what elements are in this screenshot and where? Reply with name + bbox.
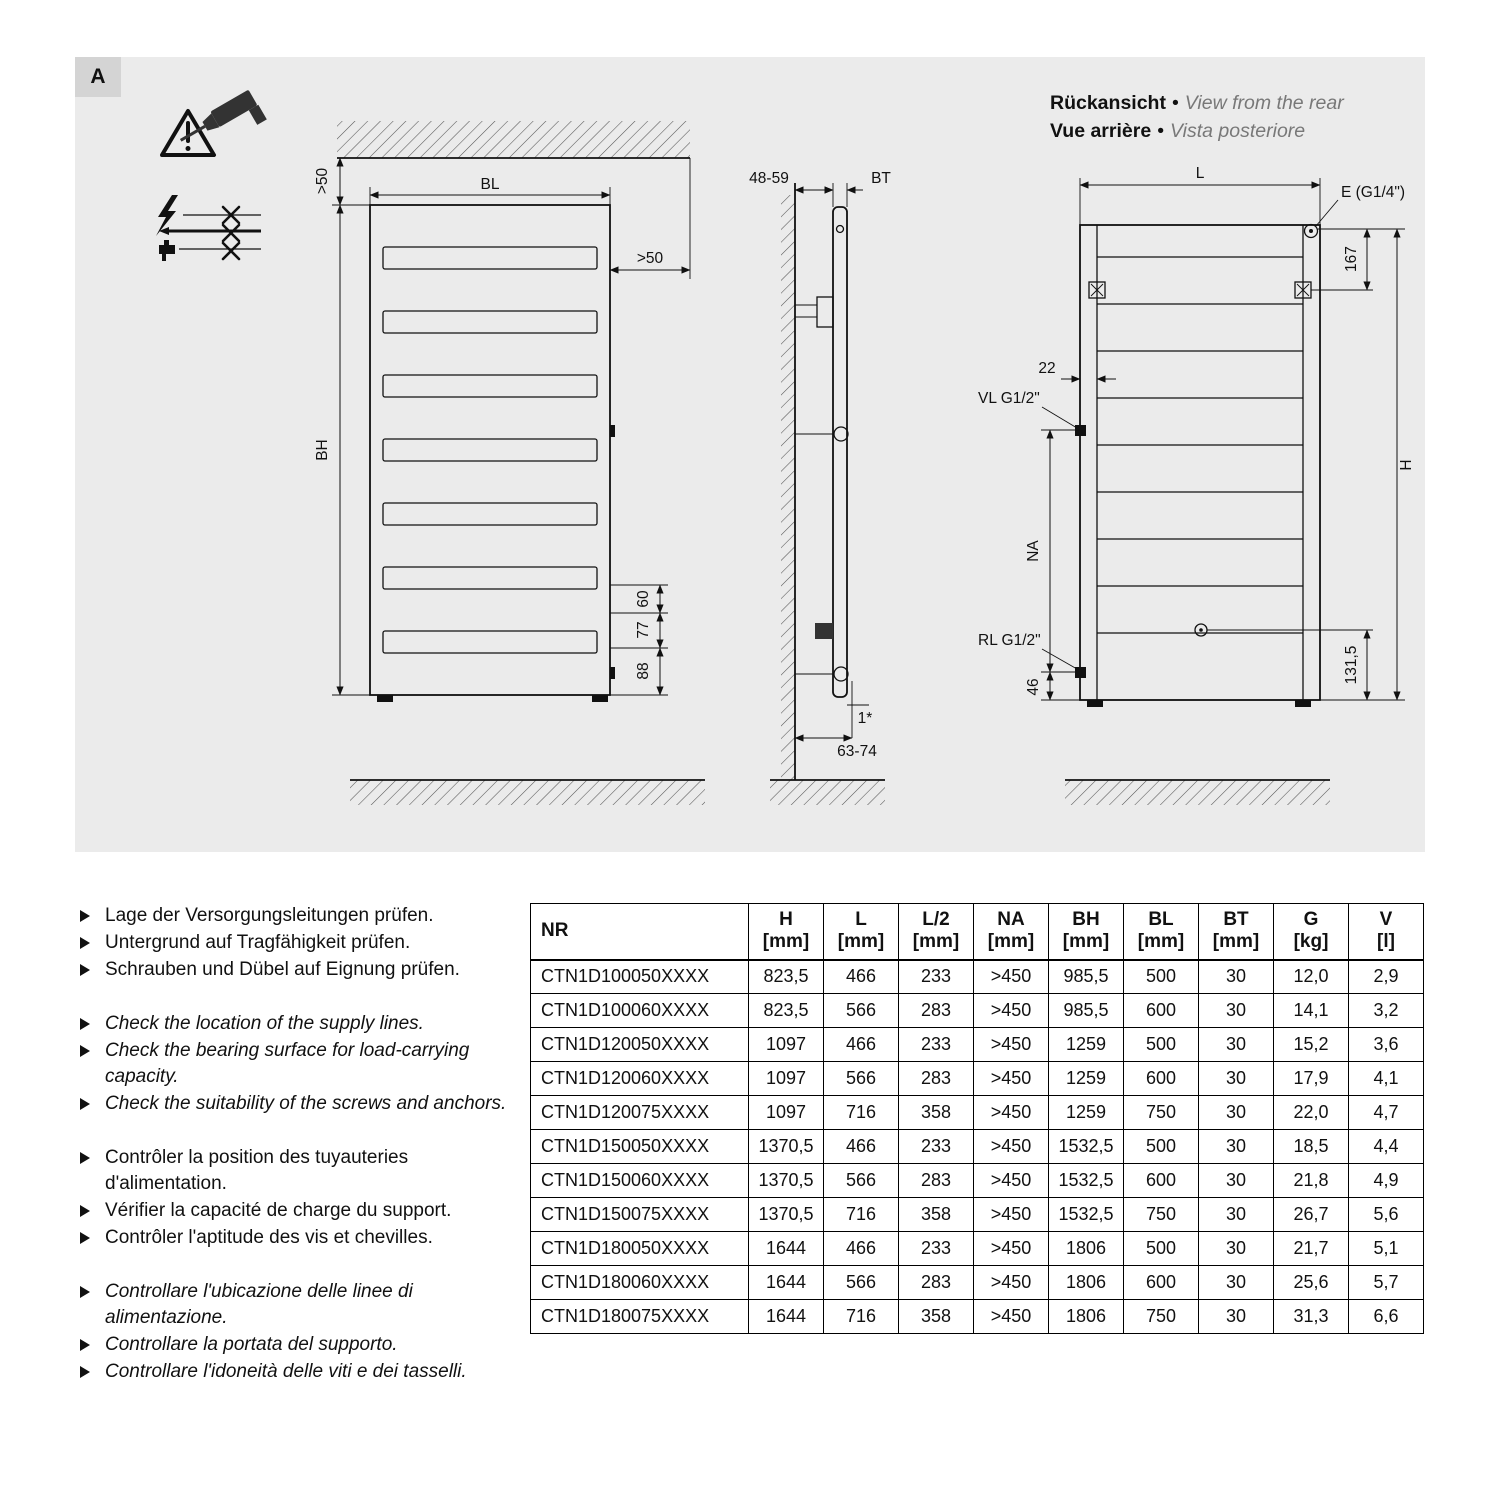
value-cell: 25,6 bbox=[1274, 1266, 1349, 1300]
value-cell: 5,7 bbox=[1349, 1266, 1424, 1300]
value-cell: 2,9 bbox=[1349, 960, 1424, 994]
rear-rungs bbox=[1097, 257, 1303, 633]
note-text: Contrôler l'aptitude des vis et chevilles. bbox=[105, 1227, 433, 1248]
note-item bbox=[78, 1145, 526, 1197]
note-text: Controllare la portata del supporto. bbox=[105, 1334, 398, 1355]
value-cell: 30 bbox=[1199, 1266, 1274, 1300]
note-item bbox=[78, 1332, 526, 1358]
value-cell: 18,5 bbox=[1274, 1130, 1349, 1164]
value-cell: 566 bbox=[824, 994, 899, 1028]
value-cell: 1644 bbox=[749, 1232, 824, 1266]
value-cell: 4,1 bbox=[1349, 1062, 1424, 1096]
value-cell: 12,0 bbox=[1274, 960, 1349, 994]
note-item bbox=[78, 1038, 526, 1090]
value-cell: 566 bbox=[824, 1266, 899, 1300]
value-cell: 823,5 bbox=[749, 994, 824, 1028]
column-header-bt: BT [mm] bbox=[1199, 904, 1274, 960]
column-header-h: H [mm] bbox=[749, 904, 824, 960]
dim-label-167: 167 bbox=[1343, 246, 1360, 272]
value-cell: 358 bbox=[899, 1096, 974, 1130]
value-cell: 1532,5 bbox=[1049, 1130, 1124, 1164]
bullet-triangle-icon bbox=[80, 910, 90, 922]
note-item bbox=[78, 930, 526, 956]
value-cell: 750 bbox=[1124, 1300, 1199, 1334]
column-header-na: NA [mm] bbox=[974, 904, 1049, 960]
bullet-triangle-icon bbox=[80, 937, 90, 949]
value-cell: 600 bbox=[1124, 1062, 1199, 1096]
value-cell: 1259 bbox=[1049, 1062, 1124, 1096]
table-row bbox=[531, 1164, 1424, 1198]
model-number-cell: CTN1D180050XXXX bbox=[531, 1232, 749, 1266]
dim-label-gap-side: >50 bbox=[636, 250, 664, 267]
bullet-triangle-icon bbox=[80, 1018, 90, 1030]
value-cell: 1097 bbox=[749, 1062, 824, 1096]
heading-fr: Vue arrière bbox=[1050, 120, 1152, 142]
value-cell: 233 bbox=[899, 1028, 974, 1062]
label-vl: VL G1/2" bbox=[978, 390, 1040, 407]
value-cell: 31,3 bbox=[1274, 1300, 1349, 1334]
value-cell: 466 bbox=[824, 1028, 899, 1062]
rear-heading-line-2 bbox=[1050, 117, 1344, 145]
bullet-triangle-icon bbox=[80, 1045, 90, 1057]
value-cell: 1806 bbox=[1049, 1300, 1124, 1334]
column-header-bl: BL [mm] bbox=[1124, 904, 1199, 960]
value-cell: 30 bbox=[1199, 1198, 1274, 1232]
label-e-valve: E (G1/4") bbox=[1341, 184, 1406, 201]
model-number-cell: CTN1D180060XXXX bbox=[531, 1266, 749, 1300]
bullet-triangle-icon bbox=[80, 1232, 90, 1244]
bullet-triangle-icon bbox=[80, 1152, 90, 1164]
dim-label-gap-top: >50 bbox=[314, 167, 331, 195]
note-item bbox=[78, 903, 526, 929]
value-cell: 30 bbox=[1199, 1062, 1274, 1096]
note-text: Untergrund auf Tragfähigkeit prüfen. bbox=[105, 932, 411, 953]
notes-list bbox=[78, 903, 526, 1413]
floor-hatch-front bbox=[350, 780, 705, 805]
value-cell: 22,0 bbox=[1274, 1096, 1349, 1130]
dim-label-l: L bbox=[1195, 165, 1205, 182]
column-header-nr: NR bbox=[531, 904, 749, 960]
value-cell: >450 bbox=[974, 1232, 1049, 1266]
dim-label-63-74: 63-74 bbox=[837, 743, 877, 760]
heading-en: View from the rear bbox=[1184, 92, 1344, 114]
value-cell: 1370,5 bbox=[749, 1164, 824, 1198]
value-cell: 466 bbox=[824, 1130, 899, 1164]
value-cell: 5,6 bbox=[1349, 1198, 1424, 1232]
value-cell: 21,8 bbox=[1274, 1164, 1349, 1198]
value-cell: >450 bbox=[974, 1164, 1049, 1198]
heading-de: Rückansicht bbox=[1050, 92, 1166, 114]
dim-label-77: 77 bbox=[635, 621, 652, 639]
model-number-cell: CTN1D150050XXXX bbox=[531, 1130, 749, 1164]
value-cell: 500 bbox=[1124, 1130, 1199, 1164]
vl-connection bbox=[1075, 425, 1086, 436]
value-cell: 716 bbox=[824, 1096, 899, 1130]
value-cell: 1532,5 bbox=[1049, 1198, 1124, 1232]
bullet-triangle-icon bbox=[80, 1366, 90, 1378]
value-cell: 1532,5 bbox=[1049, 1164, 1124, 1198]
radiator-foot bbox=[377, 695, 393, 702]
note-item bbox=[78, 1359, 526, 1385]
note-text: Check the bearing surface for load-carrying capacity. bbox=[105, 1040, 470, 1087]
drawing-panel bbox=[75, 57, 1425, 852]
dim-label-bt: BT bbox=[871, 170, 891, 187]
value-cell: 600 bbox=[1124, 1164, 1199, 1198]
table-row bbox=[531, 1096, 1424, 1130]
note-group-en bbox=[78, 1011, 526, 1117]
dim-label-na: NA bbox=[1025, 540, 1042, 562]
water-pipe-hazard-icon bbox=[159, 240, 261, 261]
value-cell: 3,2 bbox=[1349, 994, 1424, 1028]
heading-it: Vista posteriore bbox=[1170, 120, 1306, 142]
value-cell: 358 bbox=[899, 1198, 974, 1232]
bullet-triangle-icon bbox=[80, 1205, 90, 1217]
table-body bbox=[531, 960, 1424, 1334]
value-cell: 4,4 bbox=[1349, 1130, 1424, 1164]
dim-label-60: 60 bbox=[635, 590, 652, 608]
column-header-v: V [l] bbox=[1349, 904, 1424, 960]
spec-table bbox=[530, 903, 1424, 1334]
radiator-foot bbox=[1087, 700, 1103, 707]
note-text: Contrôler la position des tuyauteries d'alimentation. bbox=[105, 1147, 409, 1194]
table-row bbox=[531, 1062, 1424, 1096]
bullet-triangle-icon bbox=[80, 1286, 90, 1298]
table-row bbox=[531, 1300, 1424, 1334]
value-cell: >450 bbox=[974, 1062, 1049, 1096]
value-cell: >450 bbox=[974, 1198, 1049, 1232]
value-cell: 750 bbox=[1124, 1198, 1199, 1232]
value-cell: 1370,5 bbox=[749, 1198, 824, 1232]
model-number-cell: CTN1D120050XXXX bbox=[531, 1028, 749, 1062]
value-cell: 985,5 bbox=[1049, 994, 1124, 1028]
value-cell: 466 bbox=[824, 960, 899, 994]
radiator-foot bbox=[1295, 700, 1311, 707]
table-row bbox=[531, 1130, 1424, 1164]
installation-drawing bbox=[75, 57, 1425, 852]
model-number-cell: CTN1D100060XXXX bbox=[531, 994, 749, 1028]
value-cell: 283 bbox=[899, 1164, 974, 1198]
floor-hatch-rear bbox=[1065, 780, 1330, 805]
note-item bbox=[78, 1225, 526, 1251]
model-number-cell: CTN1D150075XXXX bbox=[531, 1198, 749, 1232]
return-valve-side bbox=[834, 667, 848, 681]
dim-label-wall-gap: 48-59 bbox=[749, 170, 789, 187]
wall-hatch-side bbox=[781, 195, 795, 780]
value-cell: 21,7 bbox=[1274, 1232, 1349, 1266]
table-row bbox=[531, 1232, 1424, 1266]
radiator-slats bbox=[383, 247, 597, 653]
column-header-bh: BH [mm] bbox=[1049, 904, 1124, 960]
value-cell: 600 bbox=[1124, 994, 1199, 1028]
value-cell: 1259 bbox=[1049, 1028, 1124, 1062]
value-cell: 500 bbox=[1124, 1232, 1199, 1266]
value-cell: 30 bbox=[1199, 1164, 1274, 1198]
value-cell: 6,6 bbox=[1349, 1300, 1424, 1334]
wall-hatch-top bbox=[337, 121, 690, 158]
value-cell: 17,9 bbox=[1274, 1062, 1349, 1096]
label-rl: RL G1/2" bbox=[978, 632, 1041, 649]
value-cell: 14,1 bbox=[1274, 994, 1349, 1028]
note-text: Lage der Versorgungsleitungen prüfen. bbox=[105, 905, 434, 926]
table-row bbox=[531, 960, 1424, 994]
value-cell: 30 bbox=[1199, 1130, 1274, 1164]
dim-label-h: H bbox=[1398, 459, 1415, 471]
value-cell: 30 bbox=[1199, 1300, 1274, 1334]
value-cell: 4,7 bbox=[1349, 1096, 1424, 1130]
table-header-row bbox=[531, 904, 1424, 960]
value-cell: 716 bbox=[824, 1198, 899, 1232]
value-cell: 30 bbox=[1199, 1232, 1274, 1266]
model-number-cell: CTN1D150060XXXX bbox=[531, 1164, 749, 1198]
rear-view-heading bbox=[1050, 89, 1344, 145]
value-cell: 1806 bbox=[1049, 1232, 1124, 1266]
value-cell: 30 bbox=[1199, 1096, 1274, 1130]
value-cell: 26,7 bbox=[1274, 1198, 1349, 1232]
value-cell: 716 bbox=[824, 1300, 899, 1334]
value-cell: >450 bbox=[974, 994, 1049, 1028]
value-cell: 30 bbox=[1199, 1028, 1274, 1062]
model-number-cell: CTN1D120060XXXX bbox=[531, 1062, 749, 1096]
column-header-l: L [mm] bbox=[824, 904, 899, 960]
note-text: Check the suitability of the screws and anchors. bbox=[105, 1093, 507, 1114]
dim-label-1star: 1* bbox=[857, 710, 873, 727]
note-text: Check the location of the supply lines. bbox=[105, 1013, 424, 1034]
note-item bbox=[78, 1279, 526, 1331]
note-text: Schrauben und Dübel auf Eignung prüfen. bbox=[105, 959, 460, 980]
note-group-it bbox=[78, 1279, 526, 1385]
dim-label-88: 88 bbox=[635, 662, 652, 680]
value-cell: 823,5 bbox=[749, 960, 824, 994]
dim-label-46: 46 bbox=[1025, 678, 1042, 696]
value-cell: 466 bbox=[824, 1232, 899, 1266]
floor-hatch-side bbox=[770, 780, 885, 805]
value-cell: 233 bbox=[899, 1232, 974, 1266]
bullet-separator: • bbox=[1171, 92, 1179, 114]
valve-side bbox=[834, 427, 848, 441]
value-cell: 1097 bbox=[749, 1028, 824, 1062]
radiator-foot bbox=[592, 695, 608, 702]
value-cell: 1370,5 bbox=[749, 1130, 824, 1164]
bullet-triangle-icon bbox=[80, 964, 90, 976]
radiator-front-outline bbox=[370, 205, 610, 695]
value-cell: 500 bbox=[1124, 1028, 1199, 1062]
value-cell: 1097 bbox=[749, 1096, 824, 1130]
value-cell: 566 bbox=[824, 1164, 899, 1198]
front-view bbox=[314, 121, 705, 805]
value-cell: 750 bbox=[1124, 1096, 1199, 1130]
rear-view bbox=[978, 165, 1415, 805]
note-text: Vérifier la capacité de charge du support. bbox=[105, 1200, 452, 1221]
panel-label-a: A bbox=[75, 57, 121, 97]
dim-label-22: 22 bbox=[1038, 360, 1056, 377]
value-cell: 15,2 bbox=[1274, 1028, 1349, 1062]
value-cell: >450 bbox=[974, 1096, 1049, 1130]
table-row bbox=[531, 1198, 1424, 1232]
value-cell: 283 bbox=[899, 1062, 974, 1096]
value-cell: 985,5 bbox=[1049, 960, 1124, 994]
value-cell: 5,1 bbox=[1349, 1232, 1424, 1266]
value-cell: 283 bbox=[899, 1266, 974, 1300]
column-header-g: G [kg] bbox=[1274, 904, 1349, 960]
value-cell: 30 bbox=[1199, 960, 1274, 994]
note-item bbox=[78, 1198, 526, 1224]
radiator-side-profile bbox=[833, 207, 847, 697]
lower-fitting-side bbox=[815, 623, 833, 639]
table-row bbox=[531, 1266, 1424, 1300]
model-number-cell: CTN1D100050XXXX bbox=[531, 960, 749, 994]
value-cell: 30 bbox=[1199, 994, 1274, 1028]
note-item bbox=[78, 1011, 526, 1037]
value-cell: 4,9 bbox=[1349, 1164, 1424, 1198]
table-row bbox=[531, 994, 1424, 1028]
dim-label-131-5: 131,5 bbox=[1343, 645, 1360, 685]
model-number-cell: CTN1D180075XXXX bbox=[531, 1300, 749, 1334]
value-cell: 566 bbox=[824, 1062, 899, 1096]
value-cell: >450 bbox=[974, 960, 1049, 994]
bullet-triangle-icon bbox=[80, 1098, 90, 1110]
dim-label-bh: BH bbox=[314, 439, 331, 461]
note-item bbox=[78, 1091, 526, 1117]
bullet-separator: • bbox=[1157, 120, 1165, 142]
value-cell: 1644 bbox=[749, 1266, 824, 1300]
value-cell: 1259 bbox=[1049, 1096, 1124, 1130]
value-cell: 233 bbox=[899, 960, 974, 994]
note-text: Controllare l'ubicazione delle linee di alimentazione. bbox=[105, 1281, 413, 1328]
value-cell: 600 bbox=[1124, 1266, 1199, 1300]
wall-bracket-side bbox=[795, 297, 833, 327]
note-text: Controllare l'idoneità delle viti e dei tasselli. bbox=[105, 1361, 467, 1382]
value-cell: 3,6 bbox=[1349, 1028, 1424, 1062]
value-cell: >450 bbox=[974, 1028, 1049, 1062]
value-cell: 358 bbox=[899, 1300, 974, 1334]
value-cell: 500 bbox=[1124, 960, 1199, 994]
note-group-de bbox=[78, 903, 526, 983]
bullet-triangle-icon bbox=[80, 1339, 90, 1351]
rear-heading-line-1 bbox=[1050, 89, 1344, 117]
side-view bbox=[749, 170, 891, 805]
table-row bbox=[531, 1028, 1424, 1062]
cable-hazard-icon bbox=[159, 225, 261, 241]
value-cell: 233 bbox=[899, 1130, 974, 1164]
value-cell: 1806 bbox=[1049, 1266, 1124, 1300]
dim-label-bl: BL bbox=[480, 176, 500, 193]
value-cell: 283 bbox=[899, 994, 974, 1028]
model-number-cell: CTN1D120075XXXX bbox=[531, 1096, 749, 1130]
safety-icons bbox=[156, 89, 267, 261]
note-item bbox=[78, 957, 526, 983]
column-header-l-2: L/2 [mm] bbox=[899, 904, 974, 960]
value-cell: >450 bbox=[974, 1300, 1049, 1334]
value-cell: >450 bbox=[974, 1130, 1049, 1164]
note-group-fr bbox=[78, 1145, 526, 1251]
value-cell: 1644 bbox=[749, 1300, 824, 1334]
value-cell: >450 bbox=[974, 1266, 1049, 1300]
